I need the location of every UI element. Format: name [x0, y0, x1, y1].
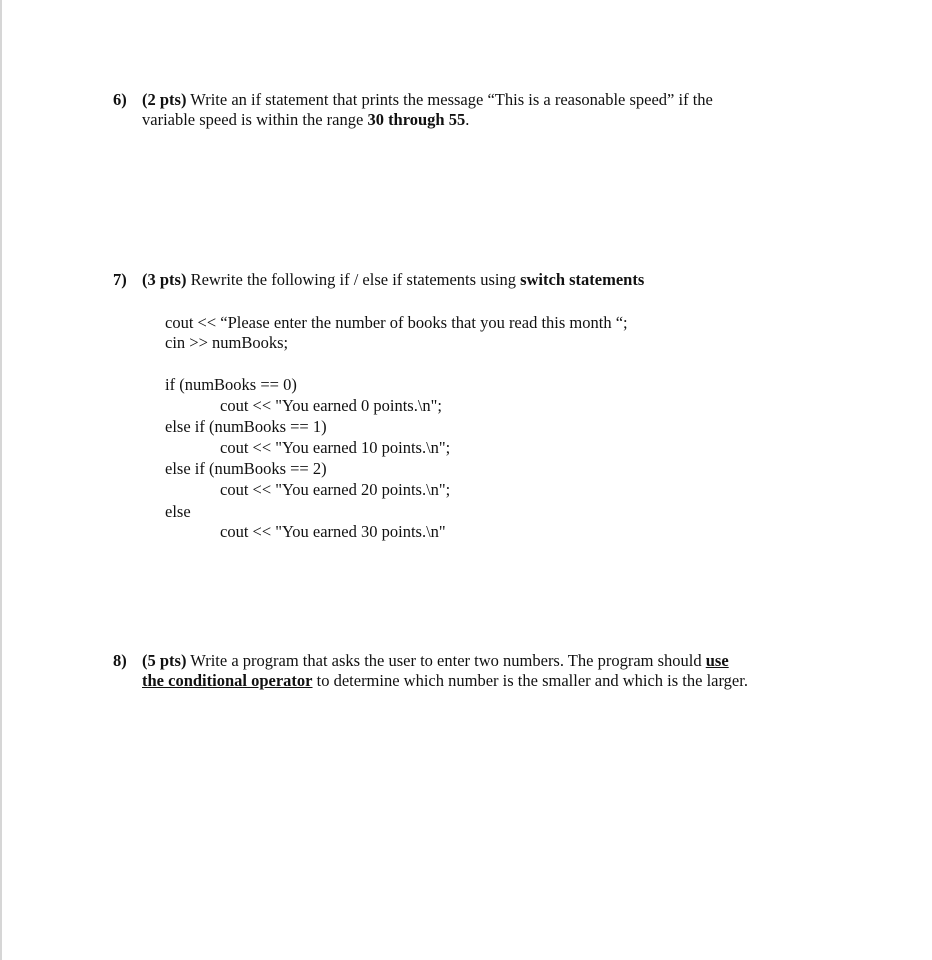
question-6-line-1: (2 pts) Write an if statement that prints the message “This is a reasonable speed” if the [142, 90, 713, 109]
code-line: else if (numBooks == 2) [165, 459, 327, 478]
code-line: cout << "You earned 20 points.\n"; [220, 480, 451, 499]
question-7-points: (3 pts) [142, 270, 187, 289]
question-8-text [142, 651, 912, 691]
page-left-border [0, 0, 2, 960]
question-6-number: 6) [113, 90, 127, 109]
question-7-number: 7) [113, 270, 127, 289]
question-6 [0, 90, 932, 134]
code-line: else if (numBooks == 1) [165, 417, 327, 436]
code-line: cout << "You earned 0 points.\n"; [220, 396, 442, 415]
question-7-keyword: switch statements [520, 270, 645, 289]
question-8-points: (5 pts) [142, 651, 187, 670]
code-line: cin >> numBooks; [165, 333, 289, 352]
code-line: cout << "You earned 10 points.\n"; [220, 438, 451, 457]
question-8-emphasis-use: use [705, 651, 729, 670]
question-6-points: (2 pts) [142, 90, 187, 109]
question-8 [0, 651, 932, 695]
question-8-emphasis-operator: the conditional operator [142, 671, 313, 690]
code-line: cout << “Please enter the number of books that you read this month “; [165, 313, 628, 332]
question-8-line-1: (5 pts) Write a program that asks the user to enter two numbers. The program should use [142, 651, 729, 670]
question-6-range: 30 through 55 [367, 110, 466, 129]
code-line: else [165, 502, 191, 521]
question-7 [0, 270, 932, 294]
question-6-line-2: variable speed is within the range 30 through 55. [142, 110, 470, 129]
code-line: cout << "You earned 30 points.\n" [220, 522, 446, 541]
question-8-line-2: the conditional operator to determine which number is the smaller and which is the larger. [142, 671, 748, 690]
code-line: if (numBooks == 0) [165, 375, 297, 394]
question-7-text: (3 pts) Rewrite the following if / else if statements using switch statements [142, 270, 645, 289]
question-8-number: 8) [113, 651, 127, 670]
question-6-text [142, 90, 902, 130]
